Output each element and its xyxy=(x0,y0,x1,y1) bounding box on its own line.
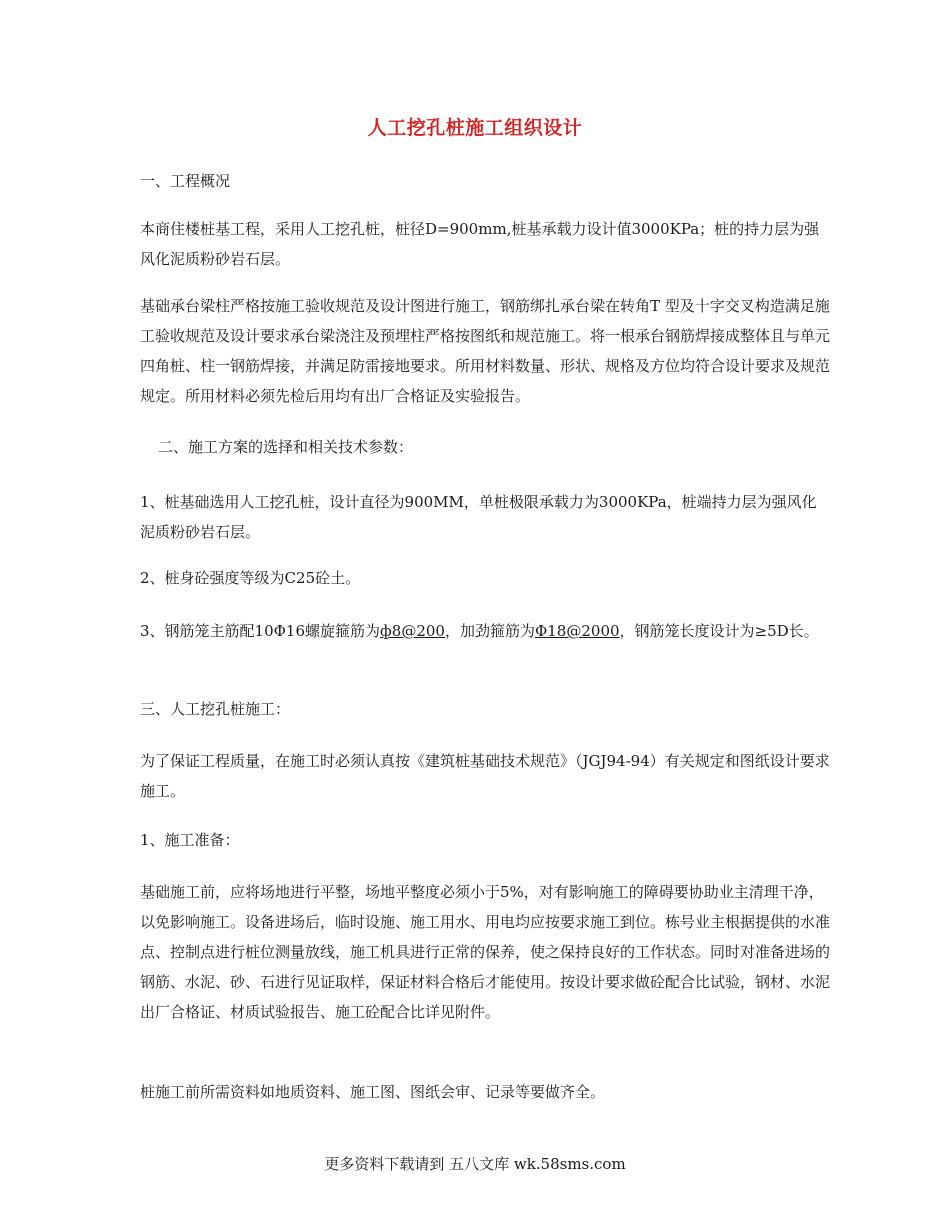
section-3-intro: 为了保证工程质量，在施工时必须认真按《建筑桩基础技术规范》（JGJ94-94）有关规定和图纸设计要求施工。 xyxy=(140,752,830,800)
section-2-item-2: 2、桩身砼强度等级为C25砼土。 xyxy=(140,569,361,587)
item-3-text-2: ，加劲箍筋为 xyxy=(444,622,535,640)
stiffening-stirrup-spec: Φ18@2000 xyxy=(534,622,620,640)
document-title: 人工挖孔桩施工组织设计 xyxy=(367,117,583,139)
footer-source-link[interactable]: 更多资料下载请到 五八文库 wk.58sms.com xyxy=(324,1155,626,1173)
section-3-sub-1-paragraph: 基础施工前，应将场地进行平整，场地平整度必须小于5%，对有影响施工的障碍要协助业主清理干净，以免影响施工。设备进场后，临时设施、施工用水、用电均应按要求施工到位。栋号业主根据提供的水准点、控制点进行桩位测量放线，施工机具进行正常的保养，使之保持良好的工作状态。同时对准备进场的钢筋、水泥、砂、石进行见证取样，保证材料合格后才能使用。按设计要求做砼配合比试验，钢材、水泥出厂合格证、材质试验报告、施工砼配合比详见附件。 xyxy=(140,883,831,1021)
section-3-sub-1-paragraph-2: 桩施工前所需资料如地质资料、施工图、图纸会审、记录等要做齐全。 xyxy=(140,1083,606,1101)
section-1-heading: 一、工程概况 xyxy=(140,172,231,190)
section-1-paragraph-1: 本商住楼桩基工程，采用人工挖孔桩，桩径D=900mm,桩基承载力设计值3000KPa；桩的持力层为强风化泥质粉砂岩石层。 xyxy=(140,220,820,268)
section-2-item-3 xyxy=(140,616,830,646)
section-2-heading: 二、施工方案的选择和相关技术参数： xyxy=(158,438,414,456)
section-2-item-1: 1、桩基础选用人工挖孔桩，设计直径为900MM，单桩极限承载力为3000KPa，桩端持力层为强风化泥质粉砂岩石层。 xyxy=(140,493,817,541)
spiral-stirrup-spec: ф8@200 xyxy=(380,622,445,640)
item-3-text-3: ，钢筋笼长度设计为≥5D长。 xyxy=(619,622,819,640)
section-1-paragraph-2: 基础承台梁柱严格按施工验收规范及设计图进行施工，钢筋绑扎承台梁在转角T 型及十字交叉构造满足施工验收规范及设计要求承台梁浇注及预埋柱严格按图纸和规范施工。将一根承台钢筋焊接成整体且与单元四角桩、柱一钢筋焊接，并满足防雷接地要求。所用材料数量、形状、规格及方位均符合设计要求及规范规定。所用材料必须先检后用均有出厂合格证及实验报告。 xyxy=(140,297,831,405)
item-3-text-1: 3、钢筋笼主筋配10Φ16螺旋箍筋为 xyxy=(140,622,381,640)
section-3-sub-1-heading: 1、施工准备： xyxy=(140,831,240,849)
section-3-heading: 三、人工挖孔桩施工： xyxy=(140,700,291,718)
